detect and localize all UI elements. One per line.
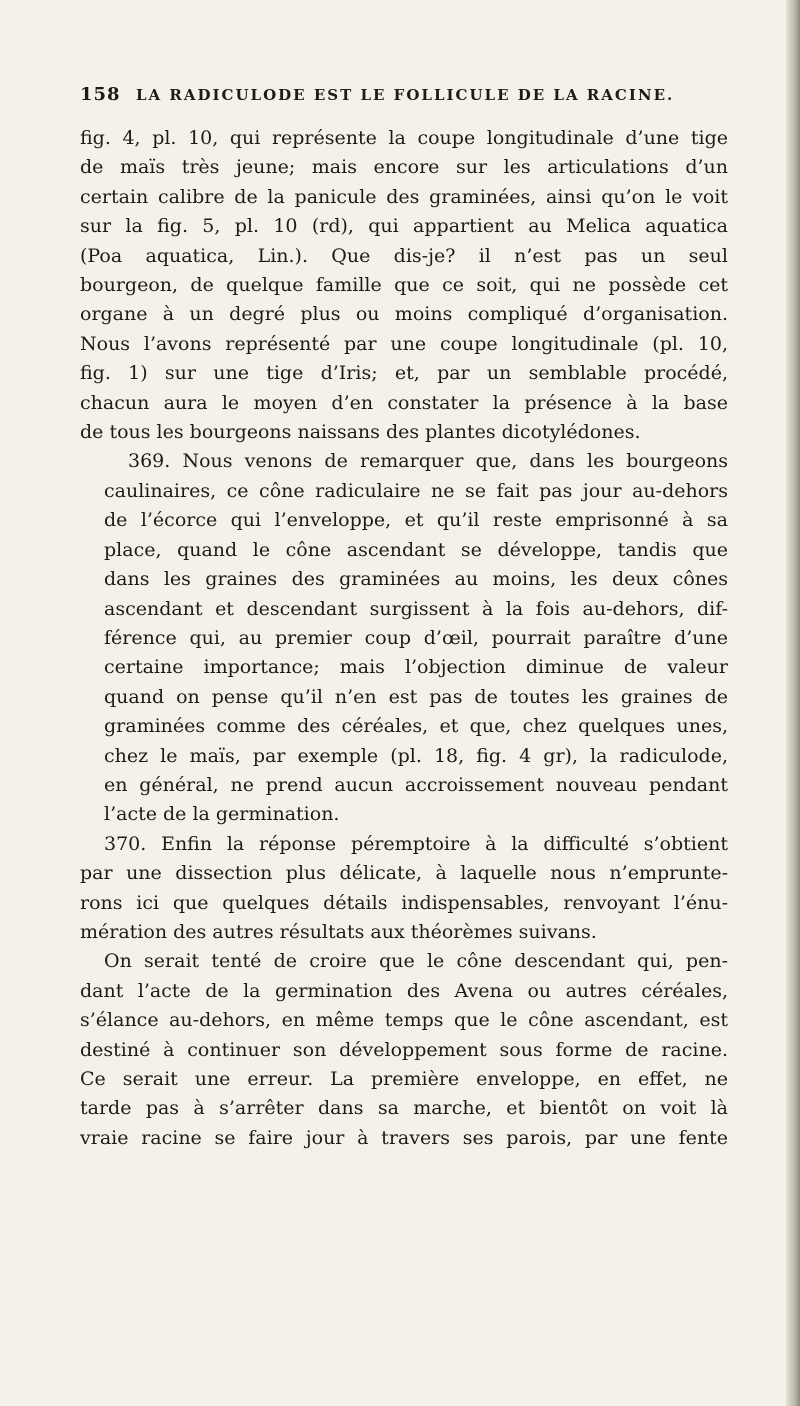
text-line: chez le maïs, par exemple (pl. 18, fig. 4 gr), la radiculode, (104, 744, 728, 767)
page-edge (786, 0, 800, 1406)
text-line: sur la fig. 5, pl. 10 (rd), qui appartient au Melica aquatica (80, 215, 728, 238)
text-line: certain calibre de la panicule des graminées, ainsi qu’on le voit (80, 185, 728, 208)
text-line: en général, ne prend aucun accroissement nouveau pendant (104, 773, 728, 796)
text-line: destiné à continuer son développement sous forme de racine. (80, 1038, 728, 1061)
page-number: 158 (80, 84, 121, 105)
text-line: certaine importance; mais l’objection diminue de valeur (104, 656, 728, 679)
text-line: de maïs très jeune; mais encore sur les articulations d’un (80, 156, 728, 179)
text-line: mération des autres résultats aux théorèmes suivans. (80, 920, 597, 943)
text-line: place, quand le cône ascendant se développe, tandis que (104, 538, 728, 561)
page-header (80, 84, 720, 112)
body-text (80, 124, 728, 1153)
text-line: férence qui, au premier coup d’œil, pourrait paraître d’une (104, 626, 728, 649)
text-line: fig. 1) sur une tige d’Iris; et, par un semblable procédé, (80, 362, 728, 385)
running-title: LA RADICULODE EST LE FOLLICULE DE LA RACINE. (136, 86, 675, 104)
paragraph-369 (80, 447, 728, 829)
text-line: dans les graines des graminées au moins, les deux cônes (104, 568, 728, 591)
text-line: dant l’acte de la germination des Avena ou autres céréales, (80, 979, 728, 1002)
text-line: Nous l’avons représenté par une coupe longitudinale (pl. 10, (80, 332, 728, 355)
text-line: On serait tenté de croire que le cône descendant qui, pen- (104, 950, 728, 973)
text-line: Ce serait une erreur. La première enveloppe, en effet, ne (80, 1068, 728, 1090)
text-line: vraie racine se faire jour à travers ses parois, par une fente (80, 1126, 728, 1149)
text-line: organe à un degré plus ou moins compliqué d’organisation. (80, 303, 728, 326)
text-line: 369. Nous venons de remarquer que, dans les bourgeons (128, 450, 728, 473)
text-line: rons ici que quelques détails indispensables, renvoyant l’énu- (80, 891, 728, 914)
paragraph-370 (80, 830, 728, 948)
text-line: l’acte de la germination. (104, 803, 340, 826)
paragraph-1 (80, 124, 728, 447)
text-line: ascendant et descendant surgissent à la fois au-dehors, dif- (104, 597, 728, 620)
paragraph-4 (80, 947, 728, 1153)
text-line: quand on pense qu’il n’en est pas de toutes les graines de (104, 685, 728, 708)
text-line: (Poa aquatica, Lin.). Que dis-je? il n’est pas un seul (80, 244, 728, 267)
text-line: de l’écorce qui l’enveloppe, et qu’il reste emprisonné à sa (104, 509, 728, 532)
text-line: 370. Enfin la réponse péremptoire à la difficulté s’obtient (104, 832, 728, 855)
text-line: chacun aura le moyen d’en constater la présence à la base (80, 391, 728, 414)
text-line: fig. 4, pl. 10, qui représente la coupe longitudinale d’une tige (80, 127, 728, 149)
text-line: de tous les bourgeons naissans des plantes dicotylédones. (80, 421, 641, 444)
text-line: graminées comme des céréales, et que, chez quelques unes, (104, 715, 728, 738)
text-line: bourgeon, de quelque famille que ce soit, qui ne possède cet (80, 274, 728, 297)
text-line: caulinaires, ce cône radiculaire ne se fait pas jour au-dehors (104, 479, 728, 502)
text-line: par une dissection plus délicate, à laquelle nous n’emprunte- (80, 862, 728, 885)
text-line: tarde pas à s’arrêter dans sa marche, et bientôt on voit là (80, 1097, 728, 1120)
text-line: s’élance au-dehors, en même temps que le cône ascendant, est (80, 1009, 728, 1032)
